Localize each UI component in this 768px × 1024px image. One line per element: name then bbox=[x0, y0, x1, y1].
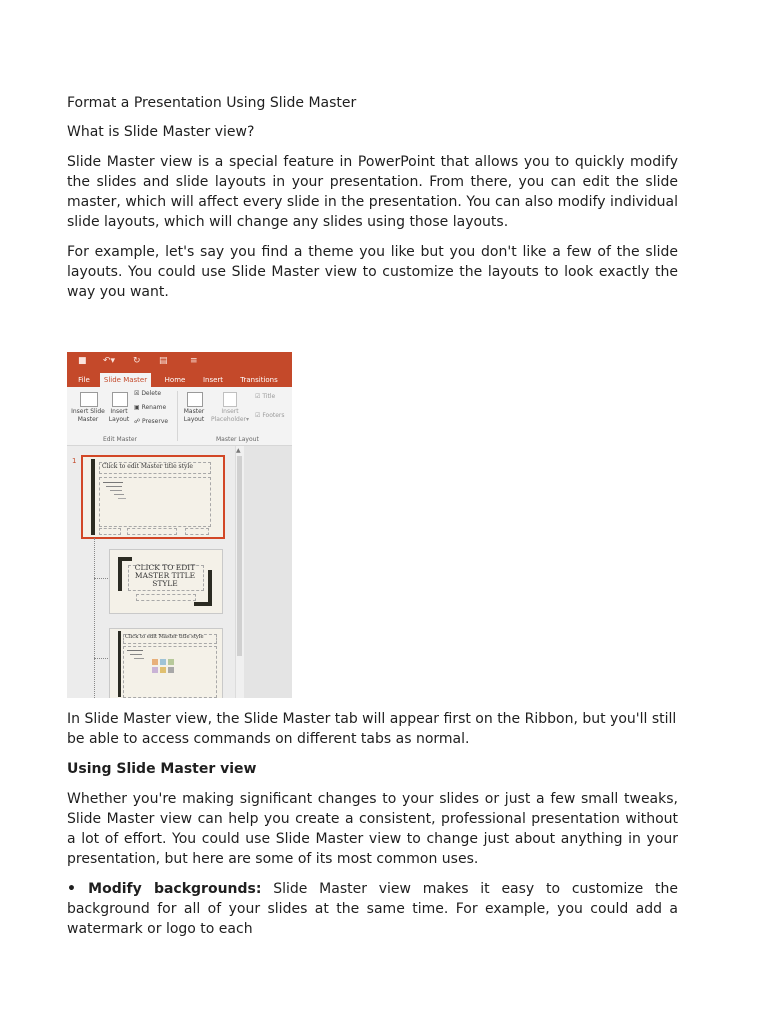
delete-icon: ☒ bbox=[134, 390, 140, 397]
subtitle-placeholder bbox=[136, 594, 196, 601]
content-icon bbox=[152, 659, 158, 665]
date-placeholder bbox=[99, 528, 121, 535]
footers-checkbox[interactable] bbox=[255, 412, 285, 420]
insert-layout-icon[interactable] bbox=[112, 392, 128, 407]
slide-left-bar bbox=[91, 459, 95, 535]
insert-placeholder-label-2 bbox=[209, 416, 251, 424]
powerpoint-screenshot bbox=[67, 352, 292, 698]
insert-slide-master-label-2: Master bbox=[77, 416, 99, 423]
text-line bbox=[134, 658, 144, 659]
ribbon-tabs bbox=[67, 371, 292, 387]
page-number-placeholder bbox=[185, 528, 209, 535]
insert-slide-master-button[interactable] bbox=[67, 408, 109, 424]
title-layout-thumbnail[interactable] bbox=[109, 549, 223, 614]
footers-checkbox-label: Footers bbox=[262, 412, 285, 419]
master-layout-label-2: Layout bbox=[183, 416, 205, 423]
delete-button[interactable] bbox=[134, 390, 161, 398]
insert-placeholder-icon[interactable] bbox=[223, 392, 237, 407]
slide2-title-line: CLICK TO EDIT bbox=[134, 563, 196, 572]
corner-bar bbox=[118, 557, 122, 591]
master-layout-button[interactable] bbox=[180, 408, 208, 424]
spacer bbox=[67, 312, 678, 352]
section-question: What is Slide Master view? bbox=[67, 124, 255, 140]
insert-placeholder-label-1: Insert bbox=[221, 408, 239, 415]
bullet-text: Slide Master view makes it easy to customize the background for all of your slides at the same time. For example, you could add a watermark or logo to each bbox=[67, 881, 678, 937]
tab-slide-master[interactable]: Slide Master bbox=[100, 373, 151, 387]
tab-insert[interactable]: Insert bbox=[202, 376, 224, 384]
tab-transitions[interactable]: Transitions bbox=[240, 376, 278, 384]
paragraph-example: For example, let's say you find a theme you like but you don't like a few of the slide layouts. You could use Slide Master view to customize the layouts to look exactly the way you want. bbox=[67, 244, 678, 300]
editing-area bbox=[244, 446, 292, 698]
content-icon bbox=[168, 659, 174, 665]
content-icon bbox=[152, 667, 158, 673]
section-heading: Using Slide Master view bbox=[67, 761, 257, 777]
paragraph-intro: Slide Master view is a special feature in PowerPoint that allows you to quickly modify the slides and slide layouts in your presentation. From there, you can edit the slide master, which will affect every slide in the presentation. You can also modify individual slide layouts, which will change any slides using those layouts. bbox=[67, 154, 678, 230]
master-layout-icon[interactable] bbox=[187, 392, 203, 407]
text-line bbox=[110, 490, 122, 491]
dropdown-icon: ▾ bbox=[246, 416, 250, 423]
preserve-label: Preserve bbox=[142, 418, 169, 425]
preserve-icon: ☍ bbox=[134, 418, 141, 425]
tab-file[interactable]: File bbox=[78, 376, 90, 384]
slide2-title-line: MASTER TITLE bbox=[134, 571, 196, 580]
title-bar bbox=[67, 352, 292, 371]
save-icon[interactable]: ■ bbox=[78, 356, 87, 366]
insert-slide-master-label-1: Insert Slide bbox=[71, 408, 105, 415]
footer-placeholder bbox=[127, 528, 177, 535]
text-line bbox=[127, 650, 143, 651]
content-icon bbox=[168, 667, 174, 673]
layout-connector bbox=[94, 538, 95, 698]
text-line bbox=[114, 494, 124, 495]
content-layout-thumbnail[interactable] bbox=[109, 628, 223, 698]
insert-placeholder-label-text: Placeholder bbox=[210, 416, 247, 423]
scroll-up-icon[interactable]: ▲ bbox=[236, 447, 241, 454]
insert-placeholder-button[interactable] bbox=[209, 408, 251, 424]
delete-label: Delete bbox=[141, 390, 162, 397]
bullet-label: Modify backgrounds: bbox=[88, 881, 262, 897]
corner-bar bbox=[118, 557, 132, 561]
slide-master-thumbnail[interactable] bbox=[81, 455, 225, 539]
scrollbar-thumb[interactable] bbox=[237, 456, 242, 656]
text-line bbox=[103, 482, 123, 483]
slide-number: 1 bbox=[72, 457, 77, 465]
insert-layout-button[interactable] bbox=[107, 408, 131, 424]
layout-connector bbox=[94, 578, 108, 579]
corner-bar bbox=[208, 570, 212, 606]
rename-icon: ▣ bbox=[134, 404, 140, 411]
checkbox-icon: ☑ bbox=[255, 393, 261, 400]
document-body bbox=[67, 93, 678, 949]
start-presentation-icon[interactable]: ▤ bbox=[159, 356, 168, 366]
document-title: Format a Presentation Using Slide Master bbox=[67, 95, 357, 111]
insert-layout-label-2: Layout bbox=[108, 416, 130, 423]
bullet-marker: • bbox=[67, 881, 89, 897]
text-line bbox=[118, 498, 126, 499]
redo-icon[interactable]: ↻ bbox=[133, 356, 141, 366]
title-checkbox-label: Title bbox=[262, 393, 276, 400]
paragraph-uses: Whether you're making significant changes to your slides or just a few small tweaks, Slide Master view can help you create a consistent, professional presentation without a lot of effort. You could use Slide Master view to change just about anything in your presentation, but here are some of its most common uses. bbox=[67, 791, 678, 867]
corner-bar bbox=[194, 602, 212, 606]
title-checkbox[interactable] bbox=[255, 393, 275, 401]
content-icon bbox=[160, 667, 166, 673]
slide3-title: Click to edit Master title style bbox=[125, 634, 204, 640]
slide2-title-line: STYLE bbox=[152, 579, 178, 588]
ribbon-separator bbox=[177, 391, 178, 441]
slide2-title bbox=[128, 564, 202, 588]
bullet-modify-backgrounds bbox=[67, 879, 678, 939]
tab-home[interactable]: Home bbox=[164, 376, 186, 384]
rename-button[interactable] bbox=[134, 404, 166, 412]
content-icon bbox=[160, 659, 166, 665]
ribbon bbox=[67, 387, 292, 446]
undo-icon[interactable]: ↶▾ bbox=[103, 356, 116, 366]
slide-left-bar bbox=[118, 631, 121, 697]
layout-connector bbox=[94, 658, 108, 659]
text-line bbox=[106, 486, 122, 487]
text-line bbox=[130, 654, 142, 655]
content-placeholder bbox=[99, 477, 211, 527]
insert-layout-label-1: Insert bbox=[110, 408, 128, 415]
preserve-button[interactable] bbox=[134, 418, 168, 426]
customize-icon[interactable]: ≡ bbox=[190, 356, 198, 366]
master-layout-label-1: Master bbox=[183, 408, 205, 415]
insert-slide-master-icon[interactable] bbox=[80, 392, 98, 407]
group-edit-master: Edit Master bbox=[103, 436, 138, 443]
paragraph-ribbon-note: In Slide Master view, the Slide Master tab will appear first on the Ribbon, but you'll still be able to access commands on different tabs as normal. bbox=[67, 711, 677, 747]
group-master-layout: Master Layout bbox=[216, 436, 259, 443]
checkbox-icon: ☑ bbox=[255, 412, 261, 419]
slide1-title: Click to edit Master title style bbox=[102, 463, 193, 470]
rename-label: Rename bbox=[141, 404, 167, 411]
